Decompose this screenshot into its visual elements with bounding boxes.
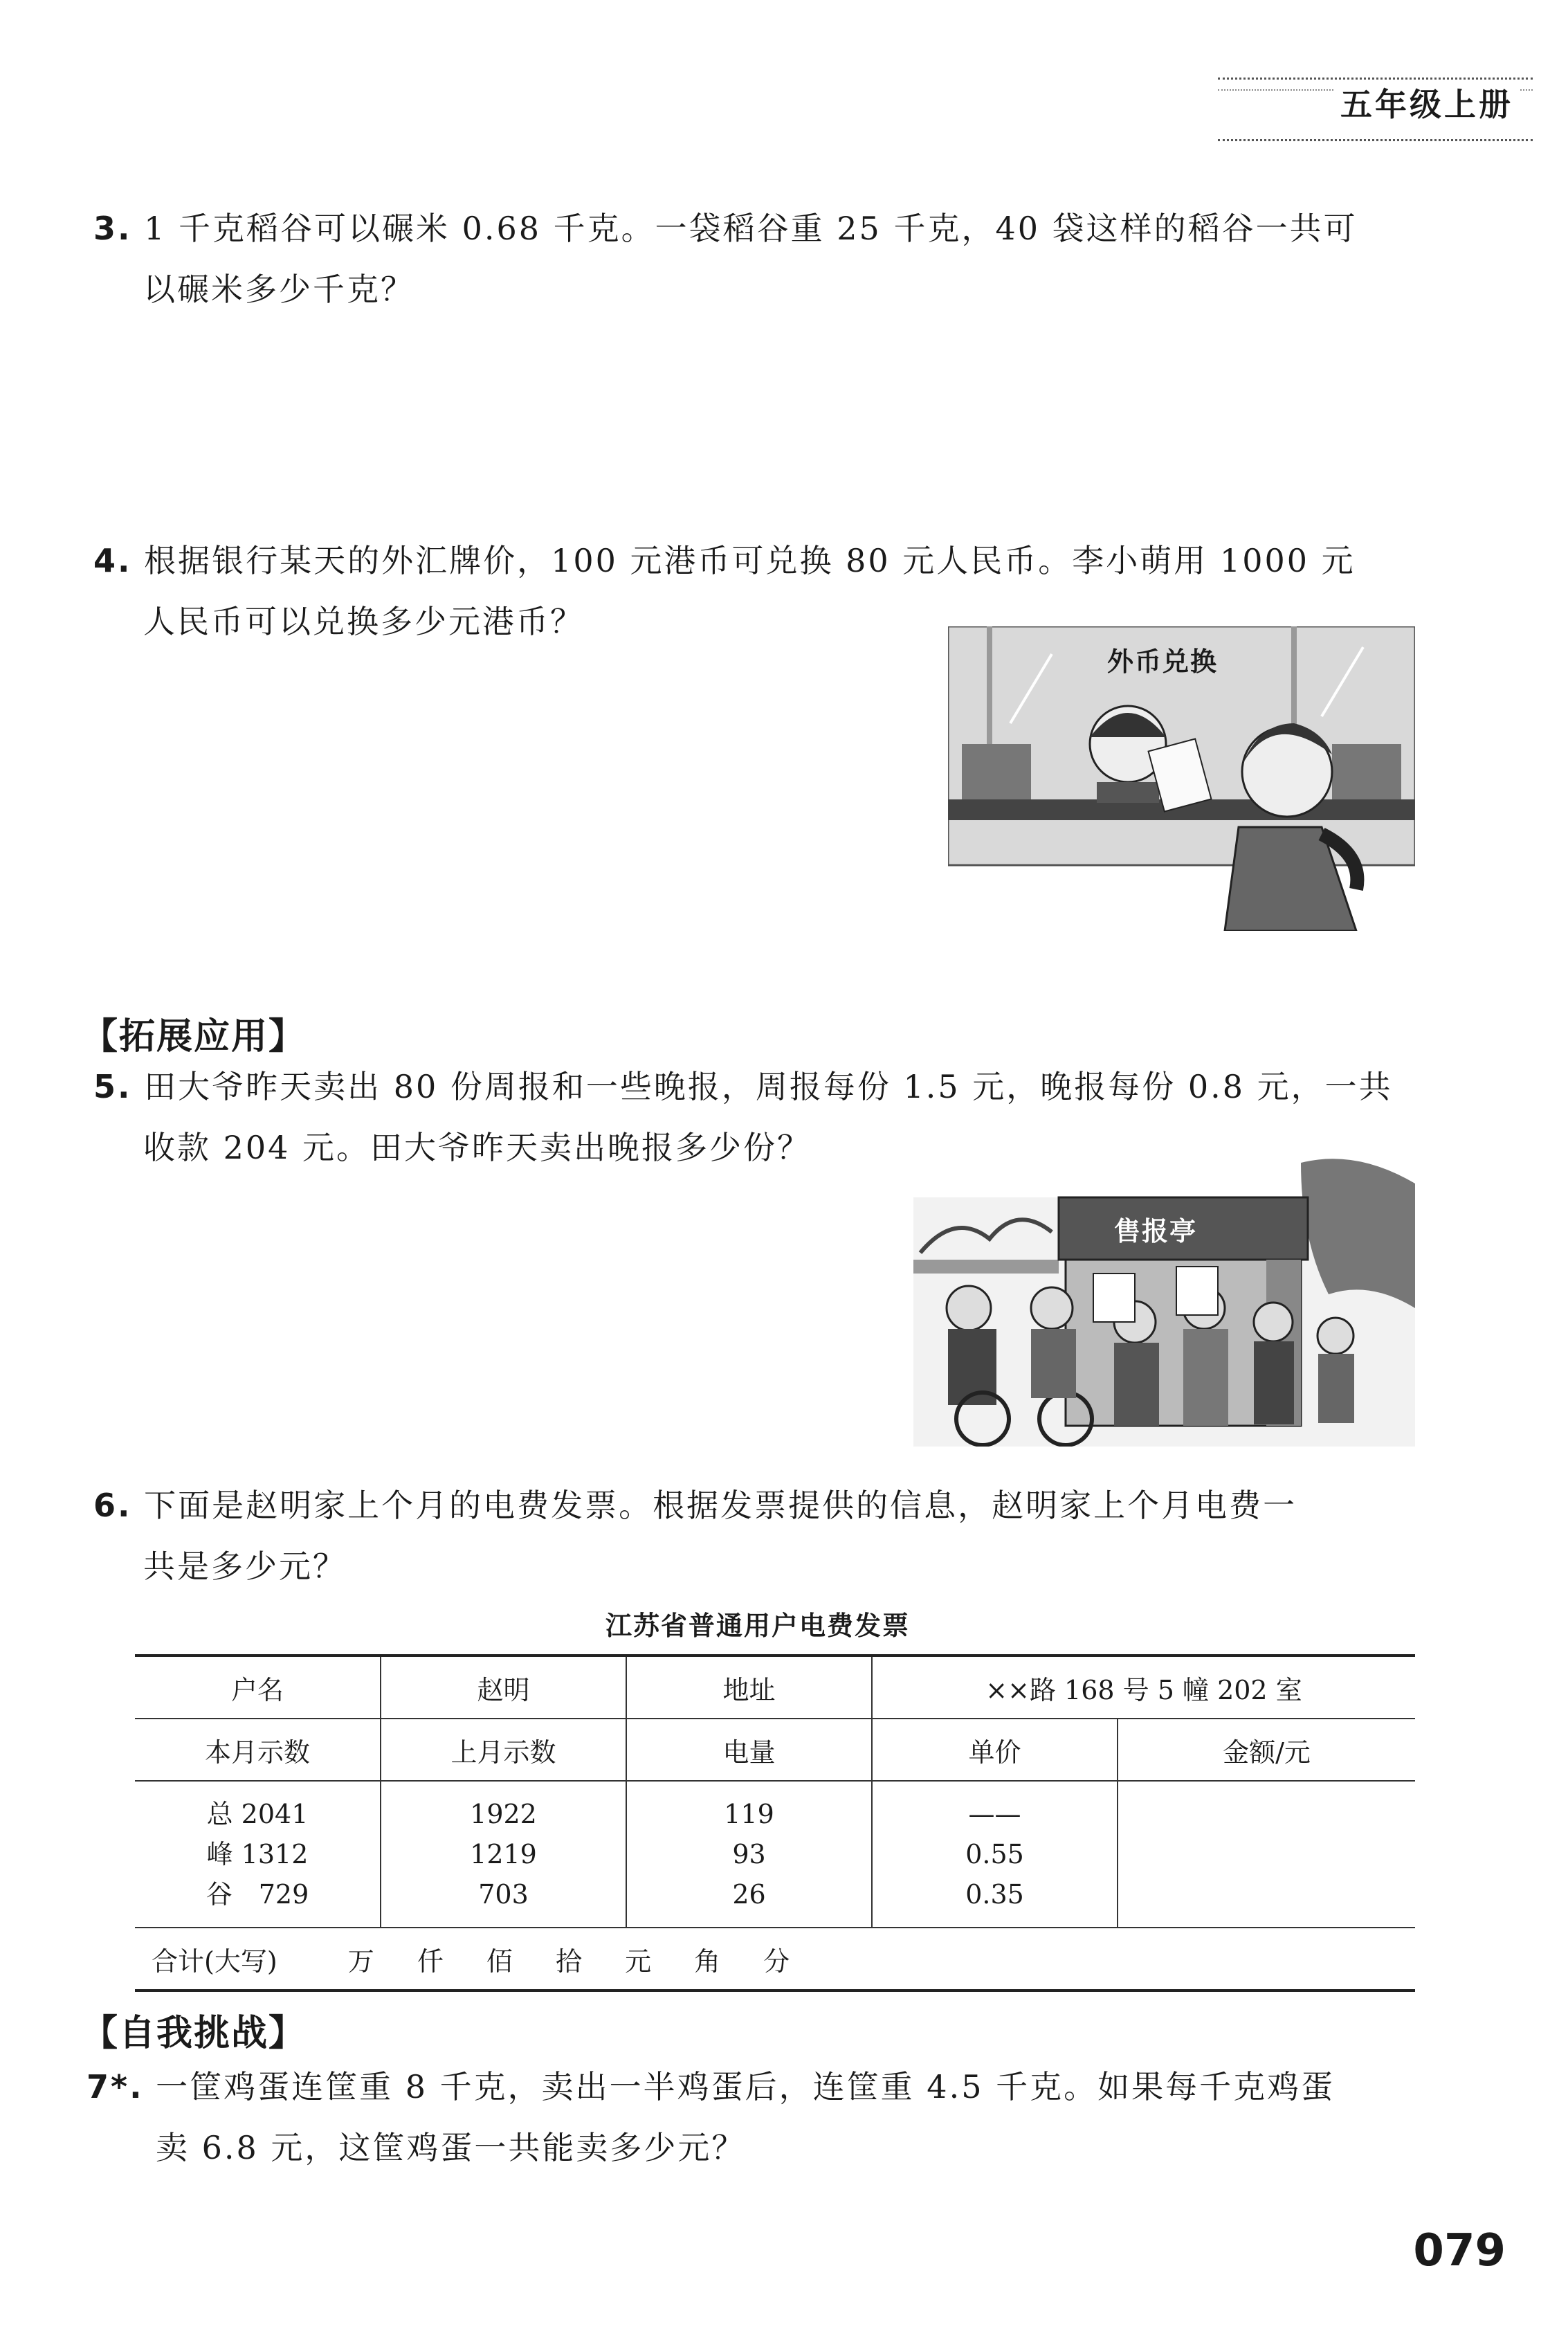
unit-price-cell xyxy=(872,1781,1118,1928)
question-text: 收款 204 元。田大爷昨天卖出晚报多少份？ xyxy=(143,1129,812,1166)
newsstand-sign: 售报亭 xyxy=(1114,1216,1198,1247)
question-text: 共是多少元？ xyxy=(143,1548,347,1585)
cell-value: 0.55 xyxy=(965,1839,1024,1869)
current-reading-cell xyxy=(135,1781,381,1928)
grade-title: 五年级上册 xyxy=(1335,80,1519,125)
table-row xyxy=(135,1656,1415,1719)
question-number: 6. xyxy=(93,1487,132,1524)
currency-exchange-illustration xyxy=(948,626,1415,931)
header-cell-usage: 电量 xyxy=(626,1719,872,1781)
section-heading-challenge: 【自我挑战】 xyxy=(82,2013,307,2054)
table-row xyxy=(135,1928,1415,1991)
table-row xyxy=(135,1781,1415,1928)
header-cell-price: 单价 xyxy=(872,1719,1118,1781)
newsstand-illustration xyxy=(913,1156,1415,1447)
cell-value: 0.35 xyxy=(965,1879,1024,1910)
question-text: 下面是赵明家上个月的电费发票。根据发票提供的信息，赵明家上个月电费一 xyxy=(144,1487,1297,1524)
question-number: 5. xyxy=(93,1068,132,1105)
newsstand-scene-image xyxy=(913,1156,1415,1447)
cell-value: 119 xyxy=(724,1799,774,1829)
total-units: 万 仟 佰 拾 元 角 分 xyxy=(347,1946,793,1977)
amount-cell xyxy=(1118,1781,1415,1928)
question-number: 4. xyxy=(93,542,132,579)
question-text: 人民币可以兑换多少元港币？ xyxy=(143,603,584,640)
cell-value: 谷 729 xyxy=(206,1879,309,1910)
header-cell-address: 地址 xyxy=(626,1656,872,1719)
header-cell-previous: 上月示数 xyxy=(381,1719,626,1781)
electricity-bill-table xyxy=(135,1654,1415,1992)
question-text: 卖 6.8 元，这筐鸡蛋一共能卖多少元？ xyxy=(156,2129,746,2166)
header-cell-account: 户名 xyxy=(135,1656,381,1719)
question-number: 3. xyxy=(93,210,132,247)
total-label: 合计(大写) xyxy=(152,1946,277,1977)
question-text: 1 千克稻谷可以碾米 0.68 千克。一袋稻谷重 25 千克，40 袋这样的稻谷一共可 xyxy=(144,210,1358,247)
address-cell: ××路 168 号 5 幢 202 室 xyxy=(872,1656,1415,1719)
question-text: 根据银行某天的外汇牌价，100 元港币可兑换 80 元人民币。李小萌用 1000 元 xyxy=(144,542,1356,579)
table-row xyxy=(135,1719,1415,1781)
question-3 xyxy=(93,208,1358,310)
header-cell-amount: 金额/元 xyxy=(1118,1719,1415,1781)
question-text: 一筐鸡蛋连筐重 8 千克，卖出一半鸡蛋后，连筐重 4.5 千克。如果每千克鸡蛋 xyxy=(156,2068,1335,2105)
exchange-sign: 外币兑换 xyxy=(1107,646,1219,677)
section-heading-expand: 【拓展应用】 xyxy=(82,1016,307,1058)
total-row-cell xyxy=(135,1928,1415,1991)
question-text: 以碾米多少千克？ xyxy=(143,271,414,308)
cell-value: 峰 1312 xyxy=(206,1839,309,1869)
account-name-cell: 赵明 xyxy=(381,1656,626,1719)
cell-value: 703 xyxy=(478,1879,529,1910)
cell-value: 93 xyxy=(732,1839,766,1869)
cell-value: —— xyxy=(968,1799,1021,1829)
previous-reading-cell xyxy=(381,1781,626,1928)
question-7 xyxy=(86,2066,1335,2168)
header-banner xyxy=(1218,78,1533,141)
question-6 xyxy=(93,1485,1297,1587)
cell-value: 1922 xyxy=(470,1799,537,1829)
question-text: 田大爷昨天卖出 80 份周报和一些晚报，周报每份 1.5 元，晚报每份 0.8 元，一共 xyxy=(144,1068,1393,1105)
cell-value: 1219 xyxy=(470,1839,537,1869)
cell-value: 26 xyxy=(732,1879,766,1910)
bill-title: 江苏省普通用户电费发票 xyxy=(605,1611,911,1641)
usage-cell xyxy=(626,1781,872,1928)
question-number: 7*. xyxy=(86,2068,144,2105)
cell-value: 总 2041 xyxy=(206,1799,309,1829)
header-cell-current: 本月示数 xyxy=(135,1719,381,1781)
question-5 xyxy=(93,1066,1393,1168)
page-number: 079 xyxy=(1413,2225,1506,2276)
